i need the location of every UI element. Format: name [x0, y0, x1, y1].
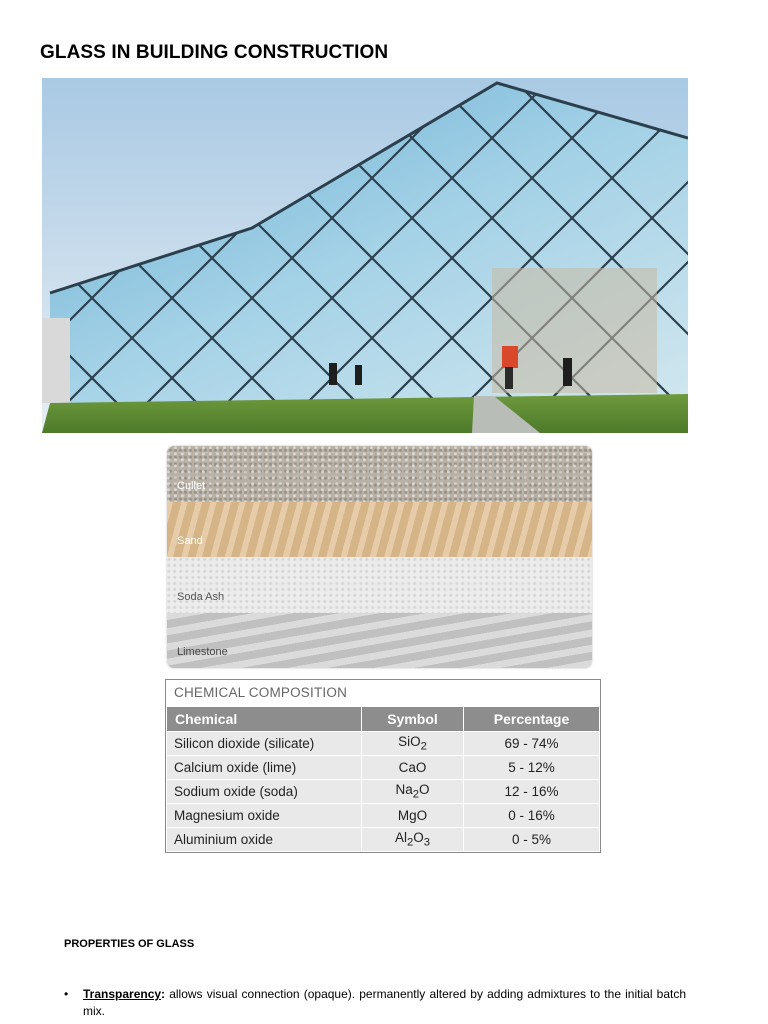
cell-chemical: Silicon dioxide (silicate)	[167, 732, 362, 756]
header-chemical: Chemical	[167, 707, 362, 732]
bullet-icon: •	[64, 987, 69, 1001]
glass-building-photo	[42, 78, 688, 433]
cell-symbol: MgO	[362, 804, 464, 828]
cell-percentage: 0 - 5%	[464, 828, 600, 852]
header-percentage: Percentage	[464, 707, 600, 732]
table-header-row	[167, 707, 600, 732]
chemical-composition-table	[165, 679, 601, 853]
material-band-limestone	[167, 613, 592, 669]
cell-chemical: Aluminium oxide	[167, 828, 362, 852]
cell-chemical: Magnesium oxide	[167, 804, 362, 828]
table-row	[167, 804, 600, 828]
cell-percentage: 5 - 12%	[464, 756, 600, 780]
table-row	[167, 780, 600, 804]
cell-percentage: 69 - 74%	[464, 732, 600, 756]
material-label: Sand	[177, 535, 203, 547]
page-title: GLASS IN BUILDING CONSTRUCTION	[40, 42, 389, 63]
property-term: Transparency	[83, 987, 162, 1001]
material-label: Soda Ash	[177, 590, 225, 603]
list-item	[64, 986, 686, 1020]
table-row	[167, 756, 600, 780]
material-label: Cullet	[177, 479, 206, 492]
cell-percentage: 12 - 16%	[464, 780, 600, 804]
cell-symbol: $Al_2O_3$	[362, 828, 464, 852]
cell-symbol: $Na_2O$	[362, 780, 464, 804]
material-band-sand	[167, 502, 592, 558]
glass-building-illustration	[42, 78, 688, 433]
cell-chemical: Calcium oxide (lime)	[167, 756, 362, 780]
material-label: Limestone	[177, 646, 228, 658]
table-row	[167, 828, 600, 852]
table-caption: CHEMICAL COMPOSITION	[174, 685, 348, 700]
cell-percentage: 0 - 16%	[464, 804, 600, 828]
cell-symbol: CaO	[362, 756, 464, 780]
property-description: allows visual connection (opaque). permanently altered by adding admixtures to the initial batch mix.	[83, 987, 686, 1018]
composition-table	[166, 706, 600, 852]
cell-symbol: SiO$_2$	[362, 732, 464, 756]
cell-chemical: Sodium oxide (soda)	[167, 780, 362, 804]
bullet-text: Transparency: allows visual connection (opaque). permanently altered by adding admixtures to the initial batch mix.	[83, 987, 686, 1018]
material-band-cullet	[167, 446, 592, 502]
header-symbol: Symbol	[362, 707, 464, 732]
raw-materials-figure	[167, 446, 592, 668]
material-band-soda-ash	[167, 557, 592, 613]
section-heading: PROPERTIES OF GLASS	[64, 938, 195, 950]
table-row	[167, 732, 600, 756]
